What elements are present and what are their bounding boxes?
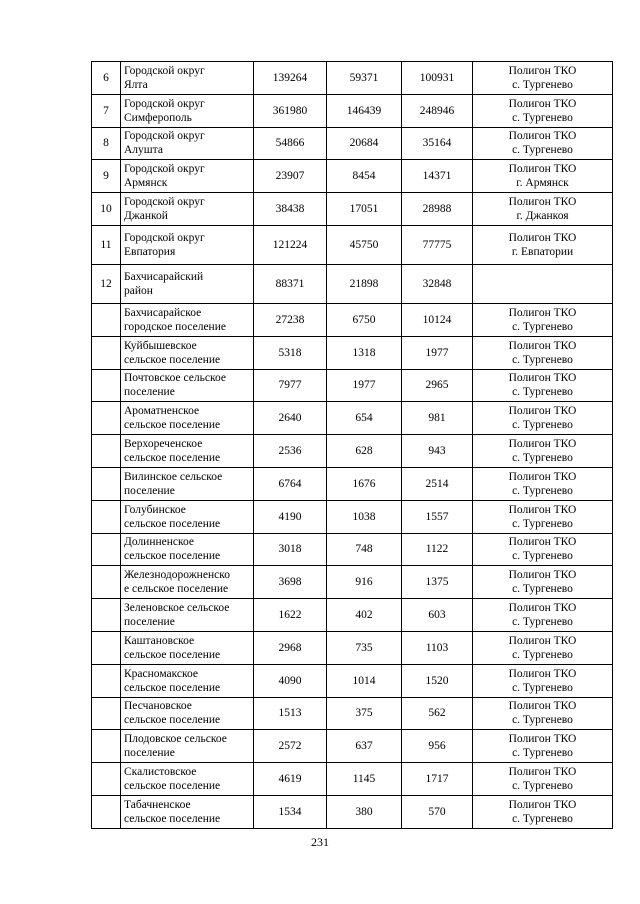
territory-name-line: Вилинское сельское [124,470,223,483]
table-row [92,336,613,369]
territory-name [121,127,254,160]
table-row [92,533,613,566]
landfill-destination-line: г. Джанкоя [516,210,569,223]
value-col-2: 402 [327,599,402,632]
row-number: 8 [92,127,121,160]
row-number [92,369,121,402]
table-row [92,62,613,95]
landfill-destination [473,664,613,697]
value-col-2: 916 [327,566,402,599]
value-col-1: 361980 [254,94,327,127]
landfill-destination-line: с. Тургенево [512,616,573,629]
landfill-destination [473,631,613,664]
landfill-destination [473,225,613,264]
value-col-2: 637 [327,730,402,763]
landfill-destination [473,599,613,632]
value-col-1: 3018 [254,533,327,566]
landfill-destination-line: г. Армянск [516,177,569,190]
landfill-destination-line: Полигон ТКО [508,733,577,746]
territory-name-line: сельское поселение [124,419,221,432]
table-row [92,435,613,468]
territory-name-line: поселение [124,386,175,399]
table-row [92,664,613,697]
row-number: 11 [92,225,121,264]
value-col-1: 2572 [254,730,327,763]
territory-name [121,631,254,664]
landfill-destination-line: Полигон ТКО [508,438,577,451]
value-col-1: 1534 [254,795,327,828]
value-col-3: 77775 [402,225,473,264]
row-number [92,402,121,435]
value-col-1: 1513 [254,697,327,730]
landfill-destination [473,94,613,127]
territory-name [121,264,254,303]
landfill-destination-line: с. Тургенево [512,419,573,432]
landfill-destination [473,533,613,566]
page-number: 231 [311,835,329,849]
value-col-3: 32848 [402,264,473,303]
value-col-1: 4619 [254,763,327,796]
landfill-destination [473,303,613,336]
landfill-destination-line: с. Тургенево [512,517,573,530]
landfill-destination-line: Полигон ТКО [508,231,577,244]
landfill-destination-line: Полигон ТКО [508,196,577,209]
landfill-destination-line: Полигон ТКО [508,163,577,176]
landfill-destination [473,193,613,226]
landfill-destination-line: с. Тургенево [512,714,573,727]
value-col-2: 1145 [327,763,402,796]
landfill-destination-line: Полигон ТКО [508,470,577,483]
value-col-3: 1375 [402,566,473,599]
landfill-destination-line: Полигон ТКО [508,634,577,647]
row-number [92,467,121,500]
table-row [92,225,613,264]
landfill-destination [473,62,613,95]
landfill-destination [473,435,613,468]
value-col-2: 1676 [327,467,402,500]
value-col-1: 2536 [254,435,327,468]
value-col-3: 10124 [402,303,473,336]
table-row [92,264,613,303]
territory-name-line: Куйбышевское [124,339,197,352]
value-col-3: 1520 [402,664,473,697]
value-col-3: 1122 [402,533,473,566]
territory-name [121,730,254,763]
territory-name-line: Городской округ [124,64,205,77]
table-row [92,763,613,796]
territory-name [121,500,254,533]
table-row [92,402,613,435]
territory-name [121,763,254,796]
value-col-1: 7977 [254,369,327,402]
value-col-3: 981 [402,402,473,435]
landfill-destination-line: с. Тургенево [512,484,573,497]
value-col-3: 28988 [402,193,473,226]
row-number: 10 [92,193,121,226]
territory-name-line: Голубинское [124,503,186,516]
table-row [92,369,613,402]
value-col-3: 603 [402,599,473,632]
landfill-destination [473,336,613,369]
row-number: 12 [92,264,121,303]
landfill-destination [473,402,613,435]
landfill-destination-line: с. Тургенево [512,780,573,793]
value-col-2: 1038 [327,500,402,533]
territory-name [121,664,254,697]
landfill-destination [473,127,613,160]
value-col-1: 2640 [254,402,327,435]
territory-name-line: поселение [124,484,175,497]
landfill-destination-line: Полигон ТКО [508,97,577,110]
landfill-destination-line: Полигон ТКО [508,700,577,713]
territory-name [121,402,254,435]
landfill-destination [473,763,613,796]
table-row [92,303,613,336]
value-col-1: 27238 [254,303,327,336]
landfill-destination-line: Полигон ТКО [508,306,577,319]
landfill-destination-line: с. Тургенево [512,320,573,333]
territory-name-line: Городской округ [124,130,205,143]
table-row [92,795,613,828]
landfill-destination-line: с. Тургенево [512,386,573,399]
territory-name-line: Долинненское [124,536,195,549]
territory-name-line: сельское поселение [124,714,221,727]
value-col-3: 248946 [402,94,473,127]
value-col-1: 5318 [254,336,327,369]
value-col-1: 4090 [254,664,327,697]
value-col-3: 35164 [402,127,473,160]
landfill-destination-line: с. Тургенево [512,78,573,91]
landfill-destination-line: с. Тургенево [512,648,573,661]
landfill-destination-line: Полигон ТКО [508,798,577,811]
row-number [92,599,121,632]
value-col-1: 23907 [254,160,327,193]
landfill-destination-line: с. Тургенево [512,583,573,596]
territory-name [121,336,254,369]
territory-name-line: е сельское поселение [124,583,229,596]
table-row [92,127,613,160]
row-number [92,336,121,369]
row-number [92,435,121,468]
territory-name-line: Табачненское [124,798,191,811]
value-col-1: 3698 [254,566,327,599]
landfill-destination [473,160,613,193]
value-col-1: 6764 [254,467,327,500]
territory-name [121,62,254,95]
value-col-2: 1977 [327,369,402,402]
landfill-destination-line: Полигон ТКО [508,130,577,143]
value-col-2: 735 [327,631,402,664]
landfill-destination [473,369,613,402]
landfill-destination-line: с. Тургенево [512,747,573,760]
territory-name-line: сельское поселение [124,550,221,563]
landfill-destination-line: с. Тургенево [512,111,573,124]
value-col-3: 2965 [402,369,473,402]
territory-name [121,94,254,127]
value-col-2: 8454 [327,160,402,193]
territory-name-line: сельское поселение [124,648,221,661]
landfill-destination [473,566,613,599]
landfill-destination-line: Полигон ТКО [508,503,577,516]
value-col-2: 654 [327,402,402,435]
table-row [92,193,613,226]
row-number [92,533,121,566]
territory-name-line: Плодовское сельское [124,733,227,746]
row-number [92,795,121,828]
value-col-1: 4190 [254,500,327,533]
value-col-3: 1557 [402,500,473,533]
landfill-destination [473,467,613,500]
table-row [92,631,613,664]
row-number: 9 [92,160,121,193]
value-col-1: 1622 [254,599,327,632]
value-col-2: 1318 [327,336,402,369]
table-body [92,62,613,829]
landfill-destination-line: Полигон ТКО [508,372,577,385]
territory-name-line: Зеленовское сельское [124,602,230,615]
landfill-destination-line: Полигон ТКО [508,339,577,352]
landfill-destination-line: Полигон ТКО [508,405,577,418]
territory-name-line: Городской округ [124,196,205,209]
landfill-destination-line: Полигон ТКО [508,536,577,549]
row-number [92,697,121,730]
landfill-destination-line: с. Тургенево [512,812,573,825]
territory-name-line: Городской округ [124,97,205,110]
landfill-destination-line: с. Тургенево [512,550,573,563]
value-col-3: 570 [402,795,473,828]
table-row [92,500,613,533]
waste-data-table [91,61,613,829]
territory-name [121,566,254,599]
value-col-1: 88371 [254,264,327,303]
value-col-3: 943 [402,435,473,468]
territory-name-line: сельское поселение [124,780,221,793]
value-col-3: 2514 [402,467,473,500]
landfill-destination-line: с. Тургенево [512,452,573,465]
table-row [92,94,613,127]
value-col-2: 380 [327,795,402,828]
landfill-destination-line: г. Евпатории [511,245,574,258]
value-col-3: 562 [402,697,473,730]
table-row [92,566,613,599]
territory-name-line: Железнодорожненско [124,569,230,582]
landfill-destination-line: Полигон ТКО [508,569,577,582]
table-row [92,599,613,632]
value-col-2: 45750 [327,225,402,264]
territory-name-line: Каштановское [124,634,195,647]
territory-name-line: Городской округ [124,163,205,176]
territory-name-line: поселение [124,616,175,629]
value-col-2: 1014 [327,664,402,697]
row-number [92,303,121,336]
value-col-2: 748 [327,533,402,566]
value-col-1: 38438 [254,193,327,226]
value-col-2: 20684 [327,127,402,160]
value-col-2: 21898 [327,264,402,303]
row-number: 7 [92,94,121,127]
territory-name-line: Бахчисарайский [124,270,204,283]
value-col-2: 375 [327,697,402,730]
row-number: 6 [92,62,121,95]
territory-name-line: Ароматненское [124,405,200,418]
value-col-1: 2968 [254,631,327,664]
territory-name-line: Симферополь [124,111,192,124]
territory-name-line: Алушта [124,144,163,157]
row-number [92,631,121,664]
value-col-1: 54866 [254,127,327,160]
landfill-destination [473,264,613,303]
territory-name-line: Почтовское сельское [124,372,226,385]
territory-name-line: сельское поселение [124,812,221,825]
territory-name [121,225,254,264]
territory-name-line: Джанкой [124,210,168,223]
territory-name-line: Евпатория [124,245,176,258]
landfill-destination-line: Полигон ТКО [508,602,577,615]
table-row [92,730,613,763]
value-col-2: 146439 [327,94,402,127]
row-number [92,664,121,697]
value-col-3: 14371 [402,160,473,193]
value-col-2: 17051 [327,193,402,226]
territory-name [121,533,254,566]
value-col-1: 121224 [254,225,327,264]
value-col-2: 59371 [327,62,402,95]
landfill-destination-line: Полигон ТКО [508,766,577,779]
territory-name-line: Песчановское [124,700,192,713]
landfill-destination-line: с. Тургенево [512,144,573,157]
table-row [92,467,613,500]
landfill-destination [473,795,613,828]
value-col-2: 6750 [327,303,402,336]
territory-name-line: Красномакское [124,667,199,680]
territory-name-line: сельское поселение [124,681,221,694]
territory-name-line: Ялта [124,78,148,91]
landfill-destination [473,500,613,533]
row-number [92,500,121,533]
value-col-3: 1977 [402,336,473,369]
landfill-destination-line: Полигон ТКО [508,667,577,680]
landfill-destination [473,730,613,763]
value-col-3: 100931 [402,62,473,95]
territory-name [121,160,254,193]
territory-name [121,599,254,632]
territory-name [121,369,254,402]
territory-name-line: Верхореченское [124,438,203,451]
territory-name-line: сельское поселение [124,517,221,530]
row-number [92,763,121,796]
value-col-1: 139264 [254,62,327,95]
territory-name [121,435,254,468]
territory-name-line: район [124,284,153,297]
landfill-destination-line: с. Тургенево [512,353,573,366]
row-number [92,566,121,599]
territory-name-line: Бахчисарайское [124,306,202,319]
territory-name-line: городское поселение [124,320,226,333]
value-col-3: 1717 [402,763,473,796]
territory-name-line: сельское поселение [124,452,221,465]
landfill-destination-line: Полигон ТКО [508,64,577,77]
territory-name-line: сельское поселение [124,353,221,366]
row-number [92,730,121,763]
territory-name-line: поселение [124,747,175,760]
value-col-2: 628 [327,435,402,468]
territory-name-line: Скалистовское [124,766,197,779]
territory-name [121,193,254,226]
territory-name-line: Городской округ [124,231,205,244]
table-row [92,160,613,193]
territory-name [121,467,254,500]
territory-name-line: Армянск [124,177,168,190]
landfill-destination-line: с. Тургенево [512,681,573,694]
value-col-3: 1103 [402,631,473,664]
territory-name [121,303,254,336]
landfill-destination [473,697,613,730]
value-col-3: 956 [402,730,473,763]
table-row [92,697,613,730]
territory-name [121,795,254,828]
territory-name [121,697,254,730]
